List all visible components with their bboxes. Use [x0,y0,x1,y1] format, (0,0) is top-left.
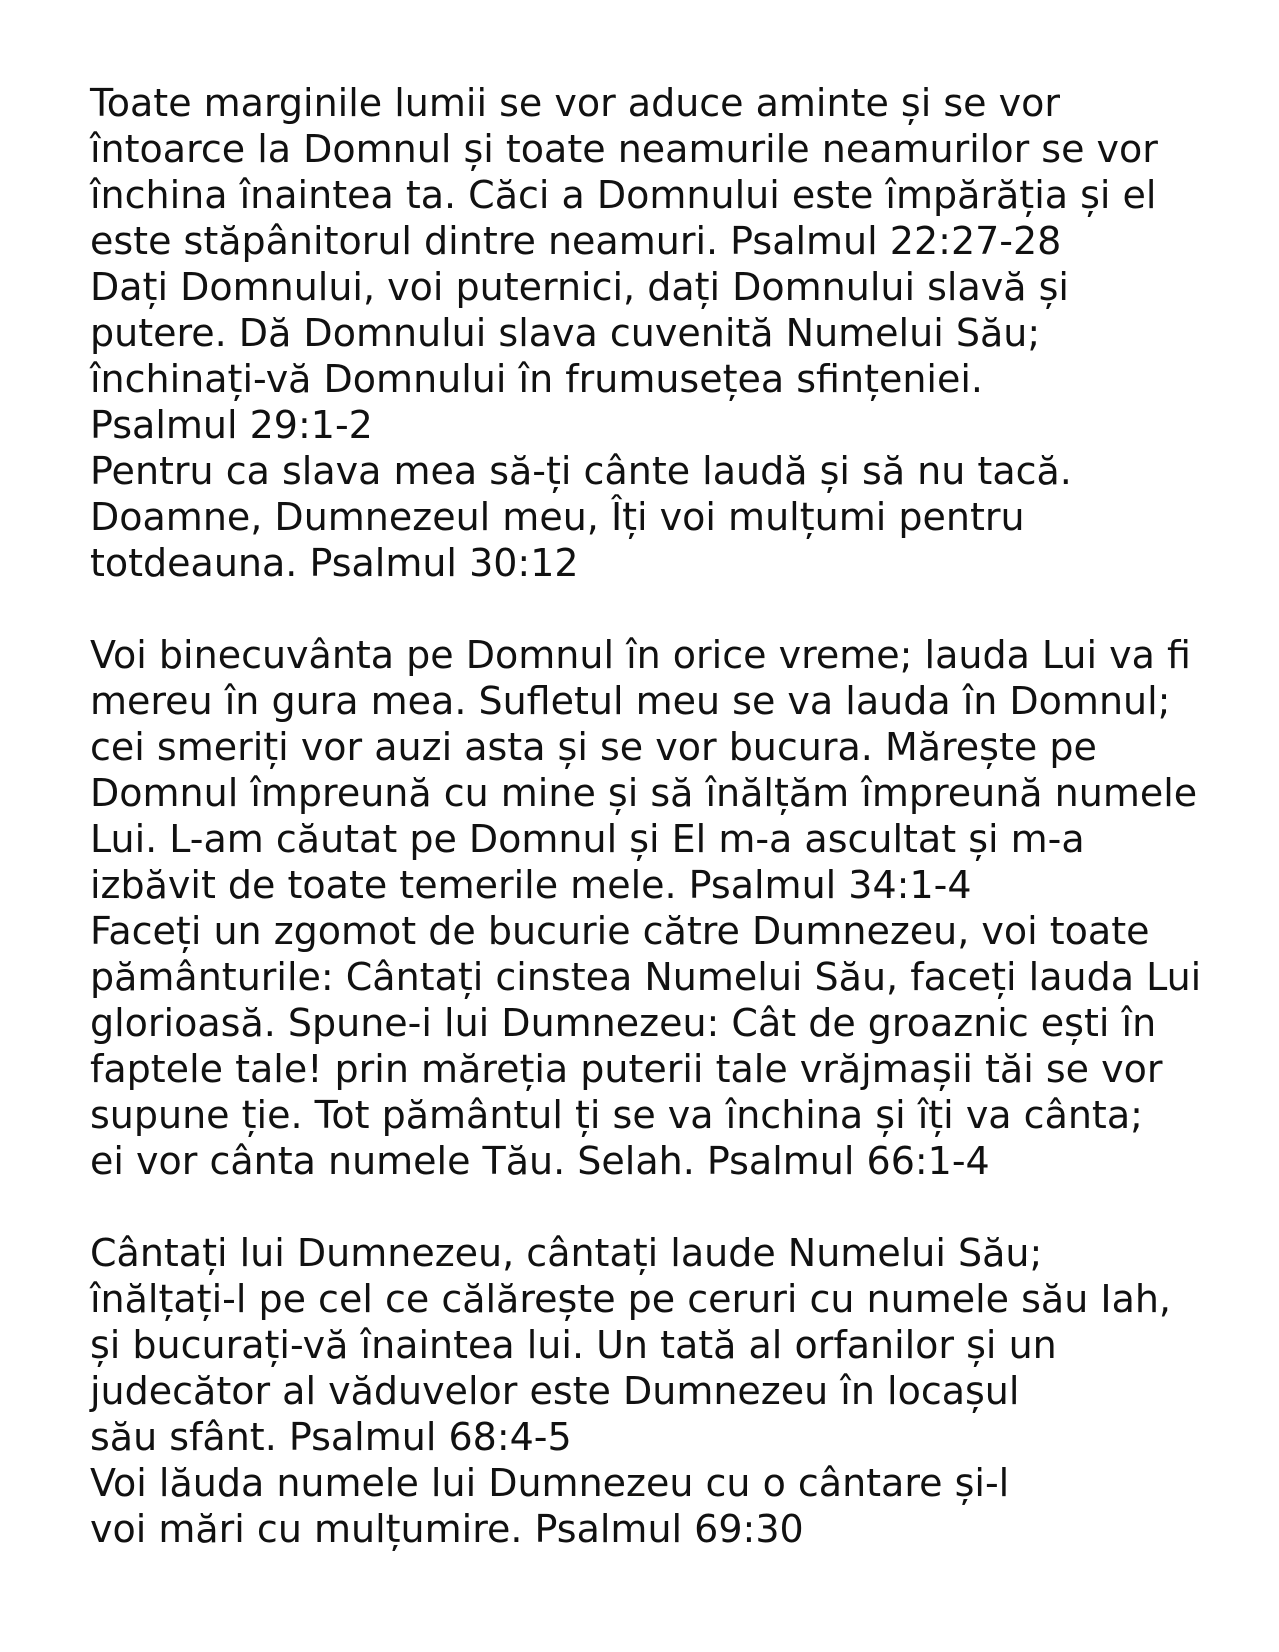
text-line: ei vor cânta numele Tău. Selah. Psalmul 66:1-4 [90,1139,990,1183]
text-line: Psalmul 29:1-2 [90,403,373,447]
text-line: glorioasă. Spune-i lui Dumnezeu: Cât de groaznic ești în [90,1001,1157,1045]
text-line: este stăpânitorul dintre neamuri. Psalmul 22:27-28 [90,219,1062,263]
text-line: putere. Dă Domnului slava cuvenită Numelui Său; [90,311,1041,355]
text-line: Voi lăuda numele lui Dumnezeu cu o cântare și-l [90,1461,1010,1505]
text-line: Toate marginile lumii se vor aduce aminte și se vor [90,81,1060,125]
text-line: și bucurați-vă înaintea lui. Un tată al orfanilor și un [90,1323,1057,1367]
text-line: Domnul împreună cu mine și să înălțăm împreună numele [90,771,1198,815]
text-line: închina înaintea ta. Căci a Domnului este împărăția și el [90,173,1157,217]
text-line: Voi binecuvânta pe Domnul în orice vreme; lauda Lui va fi [90,633,1191,677]
text-line: voi mări cu mulțumire. Psalmul 69:30 [90,1507,804,1551]
text-line: faptele tale! prin măreția puterii tale vrăjmașii tăi se vor [90,1047,1163,1091]
text-line: Lui. L-am căutat pe Domnul și El m-a ascultat și m-a [90,817,1085,861]
text-line: totdeauna. Psalmul 30:12 [90,541,579,585]
text-line: Pentru ca slava mea să-ți cânte laudă și să nu tacă. [90,449,1072,493]
text-line: judecător al văduvelor este Dumnezeu în locașul [90,1369,1020,1413]
text-line: închinați-vă Domnului în frumusețea sfințeniei. [90,357,983,401]
text-line: Cântați lui Dumnezeu, cântați laude Numelui Său; [90,1231,1043,1275]
text-line: cei smeriți vor auzi asta și se vor bucura. Mărește pe [90,725,1097,769]
text-line: înălțați-l pe cel ce călărește pe ceruri cu numele său Iah, [90,1277,1172,1321]
text-line: Dați Domnului, voi puternici, dați Domnului slavă și [90,265,1069,309]
text-line: Doamne, Dumnezeul meu, Îți voi mulțumi pentru [90,495,1025,539]
paragraph-gap [90,1184,1250,1230]
text-line: pământurile: Cântați cinstea Numelui Său, faceți lauda Lui [90,955,1202,999]
text-line: întoarce la Domnul și toate neamurile neamurilor se vor [90,127,1158,171]
text-line: izbăvit de toate temerile mele. Psalmul 34:1-4 [90,863,972,907]
text-line: mereu în gura mea. Sufletul meu se va lauda în Domnul; [90,679,1171,723]
text-line: Faceți un zgomot de bucurie către Dumnezeu, voi toate [90,909,1150,953]
paragraph-gap [90,586,1250,632]
text-line: său sfânt. Psalmul 68:4-5 [90,1415,572,1459]
text-line: supune ție. Tot pământul ți se va închina și îți va cânta; [90,1093,1143,1137]
psalm-text-block [90,80,1250,1552]
